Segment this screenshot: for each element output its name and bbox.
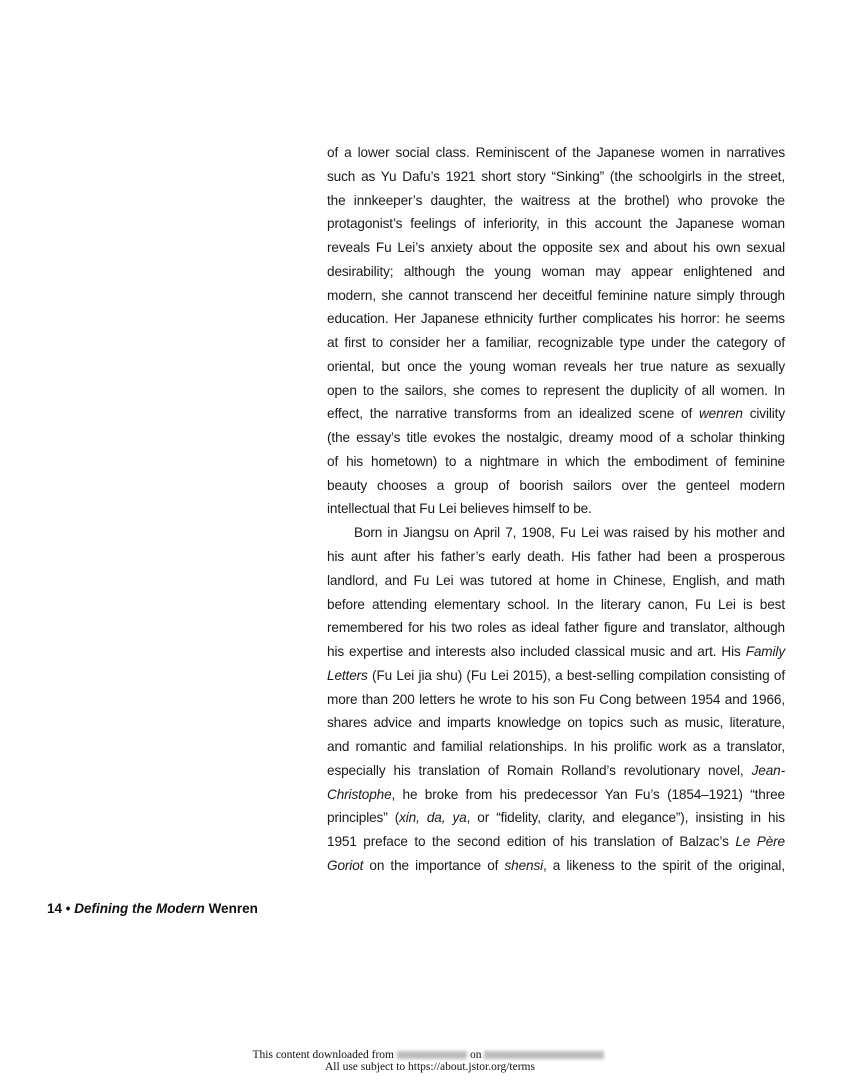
book-title-roman: Wenren [208, 901, 258, 916]
text-line [327, 711, 785, 735]
text-segment: modern, she cannot transcend her deceitful feminine nature simply through [327, 287, 785, 303]
text-segment: (the essay’s title evokes the nostalgic, dreamy mood of a scholar thinking [327, 430, 785, 446]
text-line [327, 450, 785, 474]
text-line [327, 379, 785, 403]
text-segment: , a likeness to the spirit of the original, [543, 857, 785, 873]
text-segment: on the importance of [363, 857, 505, 873]
text-line [327, 284, 785, 308]
text-line [327, 141, 785, 165]
italic-text: xin, da, ya [399, 810, 467, 826]
italic-text: wenren [698, 406, 743, 422]
text-segment: and romantic and familial relationships. In his prolific work as a translator, [327, 739, 785, 755]
text-line [327, 307, 785, 331]
text-line [327, 331, 785, 355]
text-segment: such as Yu Dafu’s 1921 short story “Sinking” (the schoolgirls in the street, [327, 168, 785, 184]
text-line [327, 189, 785, 213]
text-line [327, 521, 785, 545]
text-line [327, 664, 785, 688]
text-line [327, 830, 785, 854]
text-segment: remembered for his two roles as ideal father figure and translator, although [327, 620, 785, 636]
text-line [327, 640, 785, 664]
text-line [327, 735, 785, 759]
text-segment: desirability; although the young woman may appear enlightened and [327, 263, 785, 279]
text-line [327, 474, 785, 498]
text-line [327, 593, 785, 617]
terms-line: All use subject to https://about.jstor.org/terms [325, 1061, 535, 1073]
italic-text: Christophe [327, 786, 392, 802]
text-segment: protagonist’s feelings of inferiority, in this account the Japanese woman [327, 216, 785, 232]
italic-text: Jean- [751, 762, 785, 778]
text-segment: , he broke from his predecessor Yan Fu’s (1854–1921) “three [391, 786, 785, 802]
text-segment: oriental, but once the young woman reveals her true nature as sexually [327, 358, 785, 374]
jstor-download-notice [0, 1049, 860, 1073]
text-segment: landlord, and Fu Lei was tutored at home in Chinese, English, and math [327, 572, 785, 588]
text-segment: reveals Fu Lei’s anxiety about the opposite sex and about his own sexual [327, 240, 785, 256]
text-line [327, 497, 785, 521]
text-segment: Born in Jiangsu on April 7, 1908, Fu Lei was raised by his mother and [354, 525, 785, 541]
text-segment: before attending elementary school. In the literary canon, Fu Lei is best [327, 596, 785, 612]
text-line [327, 165, 785, 189]
running-footer [47, 901, 258, 916]
text-segment: of his hometown) to a nightmare in which the embodiment of feminine [327, 453, 785, 469]
italic-text: Goriot [327, 857, 364, 873]
text-line [327, 355, 785, 379]
text-line [327, 688, 785, 712]
text-segment: open to the sailors, she comes to represent the duplicity of all women. In [327, 382, 785, 398]
text-line [327, 545, 785, 569]
text-line [327, 783, 785, 807]
text-line [327, 402, 785, 426]
italic-text: Letters [327, 667, 368, 683]
text-line [327, 426, 785, 450]
text-segment: his aunt after his father’s early death. His father had been a prosperous [327, 549, 785, 565]
text-line [327, 260, 785, 284]
text-segment: civility [742, 406, 785, 422]
text-segment: education. Her Japanese ethnicity further complicates his horror: he seems [327, 311, 785, 327]
page-number: 14 [47, 901, 63, 916]
text-line [327, 236, 785, 260]
text-line [327, 806, 785, 830]
download-on: on [469, 1049, 482, 1061]
redacted-ip [397, 1051, 467, 1059]
download-line [0, 1049, 860, 1061]
text-segment: intellectual that Fu Lei believes himself to be. [327, 501, 592, 517]
text-segment: effect, the narrative transforms from an idealized scene of [327, 406, 699, 422]
text-segment: more than 200 letters he wrote to his son Fu Cong between 1954 and 1966, [327, 691, 785, 707]
text-segment: shares advice and imparts knowledge on topics such as music, literature, [327, 715, 785, 731]
italic-text: shensi [504, 857, 544, 873]
text-line [327, 569, 785, 593]
text-segment: 1951 preface to the second edition of his translation of Balzac’s [327, 834, 736, 850]
text-line [327, 212, 785, 236]
bullet: • [65, 901, 71, 916]
italic-text: Le Père [735, 834, 785, 850]
text-segment: at first to consider her a familiar, recognizable type under the category of [327, 335, 785, 351]
text-segment: the innkeeper’s daughter, the waitress at the brothel) who provoke the [327, 192, 785, 208]
italic-text: Family [745, 644, 785, 660]
text-segment: beauty chooses a group of boorish sailors over the genteel modern [327, 477, 785, 493]
text-segment: especially his translation of Romain Rolland’s revolutionary novel, [327, 762, 752, 778]
text-segment: , or “fidelity, clarity, and elegance”), insisting in his [466, 810, 785, 826]
text-line [327, 616, 785, 640]
text-line [327, 759, 785, 783]
text-segment: his expertise and interests also included classical music and art. His [327, 644, 746, 660]
text-segment: principles” ( [327, 810, 400, 826]
body-text [327, 141, 785, 878]
redacted-date [484, 1051, 604, 1059]
text-segment: (Fu Lei jia shu) (Fu Lei 2015), a best-selling compilation consisting of [367, 667, 785, 683]
text-segment: of a lower social class. Reminiscent of the Japanese women in narratives [327, 145, 785, 160]
download-prefix: This content downloaded from [252, 1049, 394, 1061]
book-title-italic: Defining the Modern [74, 901, 205, 916]
text-line [327, 854, 785, 878]
